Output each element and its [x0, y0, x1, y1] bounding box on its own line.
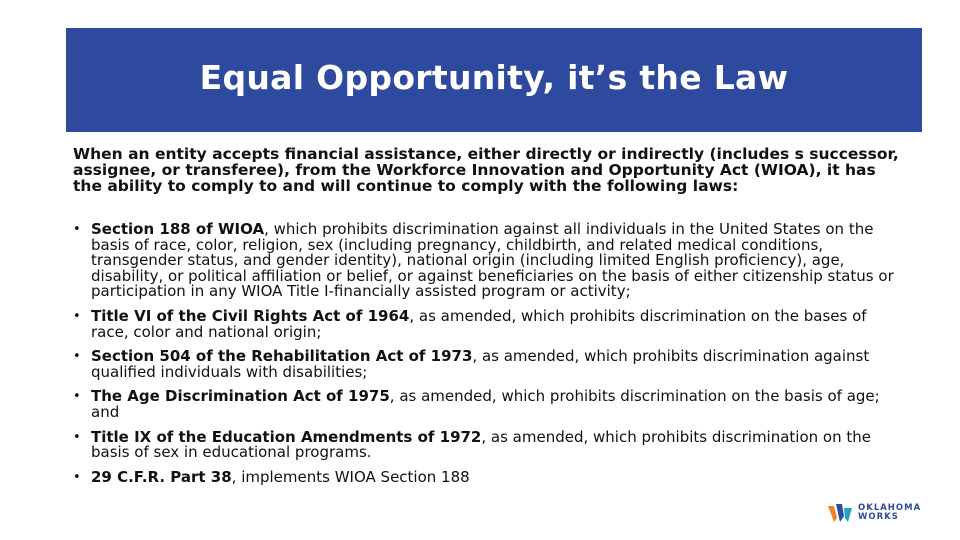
- bullet-icon: •: [73, 308, 81, 324]
- law-description: , implements WIOA Section 188: [231, 467, 470, 486]
- bullet-icon: •: [73, 349, 81, 365]
- bullet-icon: •: [73, 469, 81, 485]
- list-item: [73, 349, 903, 380]
- intro-paragraph: When an entity accepts financial assistance, either directly or indirectly (includes s successor, assignee, or transferee), from the Workforce Innovation and Opportunity Act (WIOA), it has the ability to comply to and will continue to comply with the following laws:: [73, 145, 899, 195]
- logo-line-2: WORKS: [858, 512, 899, 522]
- bullet-icon: •: [73, 429, 81, 445]
- law-name: 29 C.F.R. Part 38: [91, 467, 232, 486]
- law-description: , as amended, which prohibits discrimination on the bases of race, color and national origin;: [91, 306, 867, 341]
- title-banner: [66, 28, 922, 132]
- law-name: Title VI of the Civil Rights Act of 1964: [91, 306, 410, 325]
- law-name: Section 504 of the Rehabilitation Act of 1973: [91, 347, 473, 366]
- law-name: Title IX of the Education Amendments of 1972: [91, 427, 482, 446]
- list-item: [73, 389, 903, 420]
- law-name: The Age Discrimination Act of 1975: [91, 387, 390, 406]
- logo-line-1: OKLAHOMA: [858, 503, 922, 513]
- law-description: , as amended, which prohibits discrimination against qualified individuals with disabilities;: [91, 347, 870, 381]
- logo-wordmark: [858, 504, 921, 522]
- law-description: , as amended, which prohibits discrimination on the basis of sex in educational programs.: [91, 427, 871, 462]
- list-item: [73, 222, 903, 300]
- bullet-icon: •: [73, 389, 81, 405]
- list-item: [73, 467, 903, 486]
- oklahoma-works-logo-icon: [828, 502, 854, 524]
- list-item: [73, 306, 903, 341]
- oklahoma-works-logo: [800, 500, 930, 532]
- laws-list: [73, 222, 903, 494]
- slide-title: Equal Opportunity, it’s the Law: [199, 58, 789, 97]
- law-description: , which prohibits discrimination against all individuals in the United States on the basis of race, color, religion, sex (including pregnancy, childbirth, and related medical conditions, transgender status, and gender identity), national origin (including limited English proficiency), age, disability, or political affiliation or belief, or against beneficiaries on the basis of either citizenship status or participation in any WIOA Title I-financially assisted program or activity;: [91, 220, 894, 301]
- law-name: Section 188 of WIOA: [91, 220, 265, 238]
- bullet-icon: •: [73, 222, 81, 237]
- list-item: [73, 427, 903, 462]
- law-description: , as amended, which prohibits discrimination on the basis of age; and: [91, 387, 880, 421]
